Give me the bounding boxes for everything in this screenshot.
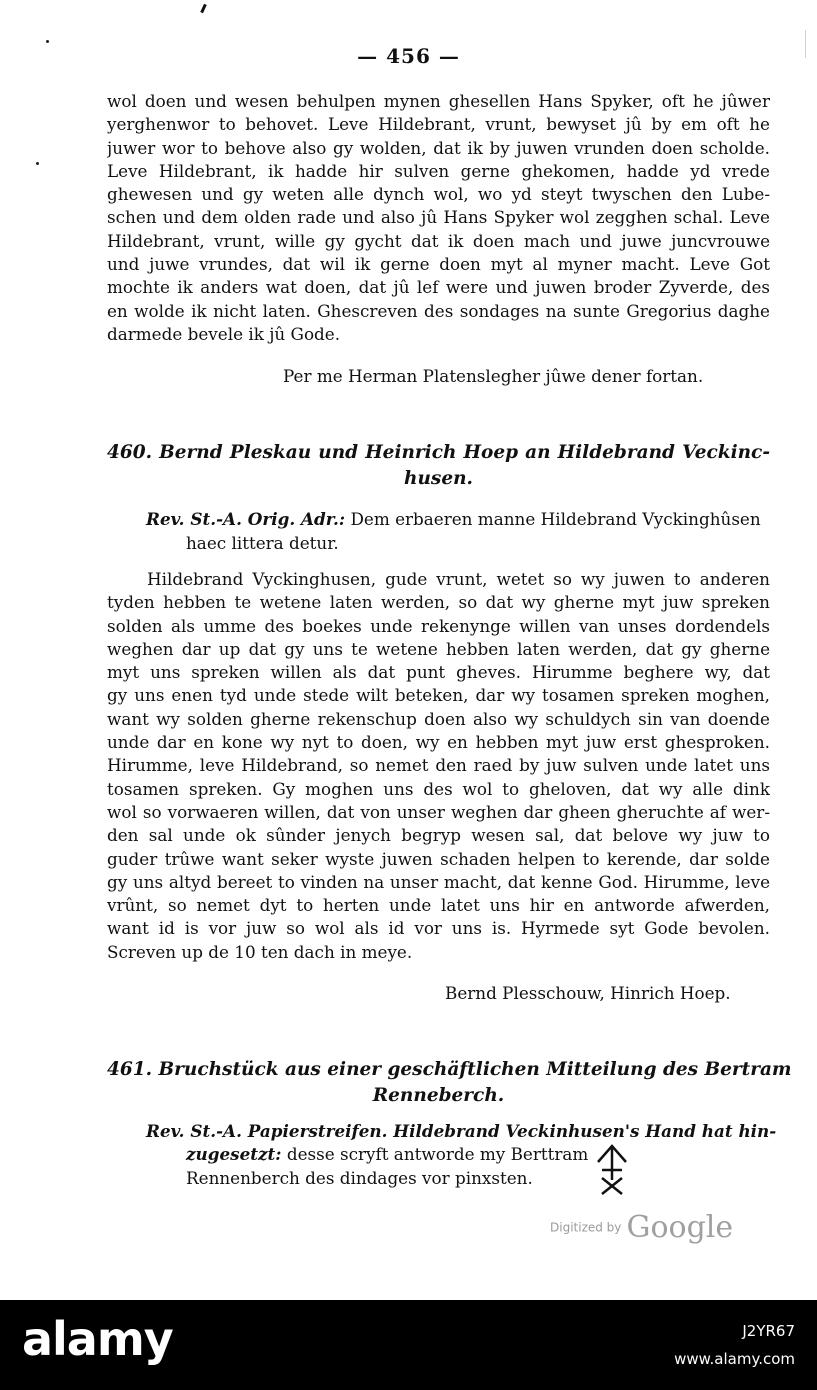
text-line: Hirumme, leve Hildebrand, so nemet den raed by juw sulven unde latet uns <box>107 755 770 776</box>
google-logo: Google <box>626 1210 734 1245</box>
letter-460-body <box>107 568 770 964</box>
text-line: solden als umme des boekes unde rekenynge willen van unses dordendels <box>107 615 770 636</box>
letter-459-body <box>107 90 770 346</box>
text-line: myt uns spreken willen als dat punt gheves. Hirumme beghere wy, dat <box>107 662 770 683</box>
source-label-cont: zugesetzt: <box>186 1144 282 1164</box>
text-line: Hildebrand Vyckinghusen, gude vrunt, wetet so wy juwen to anderen <box>147 569 770 589</box>
source-label: Rev. St.-A. Orig. Adr.: <box>146 509 346 529</box>
letter-461-heading: 461. Bruchstück aus einer geschäftlichen Mitteilung des Bertram <box>107 1059 792 1080</box>
speck <box>36 162 39 165</box>
letter-460-heading-cont: husen. <box>404 468 473 489</box>
text-line: Hildebrant, vrunt, wille gy gycht dat ik doen mach und juwe juncvrouwe <box>107 230 770 251</box>
text-line: tosamen spreken. Gy moghen uns des wol to gheloven, dat wy alle dink <box>107 778 770 799</box>
text-line: ghewesen und gy weten alle dynch wol, wo yd steyt twyschen den Lube- <box>107 184 770 205</box>
merchant-mark-icon <box>592 1140 632 1196</box>
letter-461-source <box>146 1119 777 1143</box>
letter-460-signature: Bernd Plesschouw, Hinrich Hoep. <box>445 983 731 1003</box>
text-line: den sal unde ok sûnder jenych begryp wesen sal, dat belove wy juw to <box>107 825 770 846</box>
text-line: unde dar en kone wy nyt to doen, wy en hebben myt juw erst ghesproken. <box>107 732 770 753</box>
text-line: schen und dem olden rade und also jû Hans Spyker wol zegghen schal. Leve <box>107 207 770 228</box>
letter-460-source <box>146 507 770 531</box>
text-line: gy uns altyd bereet to vinden na unser macht, dat kenne God. Hirumme, leve <box>107 871 770 892</box>
text-line: wol so vorwaeren willen, dat von unser weghen dar gheen gheruchte af wer- <box>107 801 770 822</box>
digitized-by-google <box>550 1210 733 1245</box>
alamy-logo: alamy <box>22 1312 173 1366</box>
text-line: tyden hebben te wetene laten werden, so dat wy gherne myt juw spreken <box>107 592 770 613</box>
letter-461-source-line3: Rennenberch des dindages vor pinxsten. <box>186 1168 533 1188</box>
text-line: und juwe vrundes, dat wil ik gerne doen myt al myner macht. Leve Got <box>107 254 770 275</box>
text-line: want wy solden gherne rekenschup doen also wy schuldych sin van doende <box>107 708 770 729</box>
text-line: Leve Hildebrant, ik hadde hir sulven gerne ghekomen, hadde yd vrede <box>107 160 770 181</box>
text-line: want id is vor juw so wol als id vor uns is. Hyrmede syt Gode bevolen. <box>107 918 770 939</box>
text-line: juwer wor to behove also gy wolden, dat ik by juwen vrunden doen scholde. <box>107 137 770 158</box>
text-line: yerghenwor to behovet. Leve Hildebrant, vrunt, bewyset jû by em oft he <box>107 114 770 135</box>
page-number: — 456 — <box>357 44 460 68</box>
digitized-prefix: Digitized by <box>550 1220 622 1235</box>
text-line: weghen dar up dat gy uns te wetene hebben laten werden, dat gy gherne <box>107 638 770 659</box>
letter-460-source-cont: haec littera detur. <box>186 533 339 553</box>
text-line: wol doen und wesen behulpen mynen ghesellen Hans Spyker, oft he jûwer <box>107 91 770 111</box>
speck <box>46 40 49 43</box>
site-url: www.alamy.com <box>674 1350 795 1368</box>
text-line: darmede bevele ik jû Gode. <box>107 323 341 344</box>
ink-mark <box>200 4 207 13</box>
text-line: en wolde ik nicht laten. Ghescreven des sondages na sunte Gregorius daghe <box>107 300 770 321</box>
letter-459-closing: Per me Herman Platenslegher jûwe dener fortan. <box>283 366 704 386</box>
text-line: Screven up de 10 ten dach in meye. <box>107 941 413 962</box>
text-line: vrûnt, so nemet dyt to herten unde latet uns hir en antworde afwerden, <box>107 895 770 916</box>
letter-461-source-cont <box>186 1142 810 1166</box>
source-label: Rev. St.-A. Papierstreifen. Hildebrand Veckinhusen's Hand hat hin- <box>146 1121 777 1141</box>
letter-461-heading-cont: Renneberch. <box>372 1085 505 1106</box>
text-line: mochte ik anders wat doen, dat jû lef were und juwen broder Zyverde, des <box>107 277 770 298</box>
source-address: Dem erbaeren manne Hildebrand Vyckinghûsen <box>350 509 761 529</box>
stock-id: J2YR67 <box>742 1322 795 1340</box>
letter-460-heading: 460. Bernd Pleskau und Heinrich Hoep an Hildebrand Veckinc- <box>107 442 770 463</box>
text-line: guder trûwe want seker wyste juwen schaden helpen to kerende, dar solde <box>107 848 770 869</box>
source-note: desse scryft antworde my Berttram <box>286 1144 589 1164</box>
text-line: gy uns enen tyd unde stede wilt beteken, dar wy tosamen spreken moghen, <box>107 685 770 706</box>
